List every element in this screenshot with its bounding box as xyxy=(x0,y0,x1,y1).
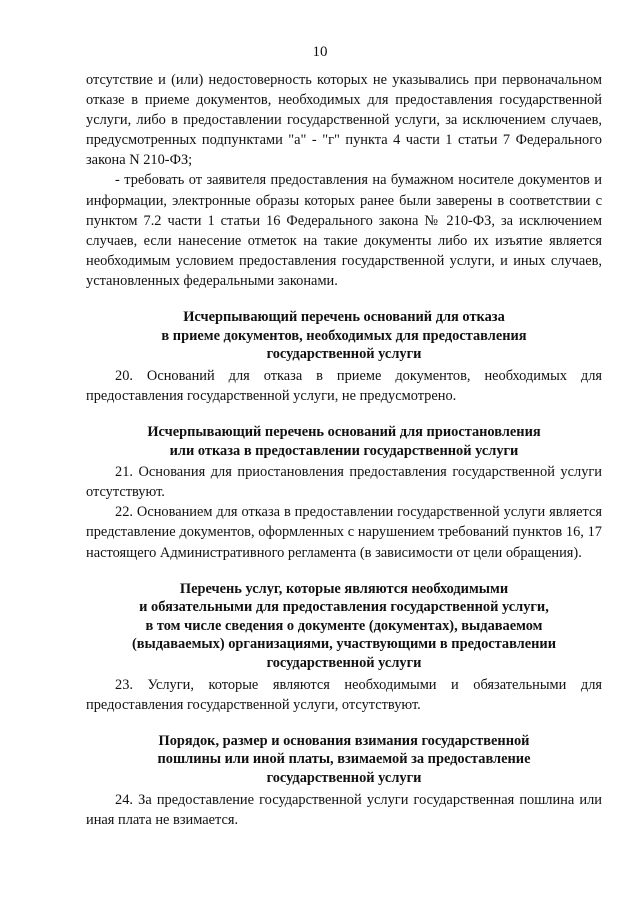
paragraph-21: 21. Основания для приостановления предоставления государственной услуги отсутствуют. xyxy=(86,464,602,501)
paragraph-22: 22. Основанием для отказа в предоставлении государственной услуги является представление документов, оформленных с нарушением требований пунктов 16, 17 настоящего Административного регламента (в зависимости от цели обращения). xyxy=(86,504,602,561)
spacer xyxy=(86,715,602,732)
continuation-paragraph: отсутствие и (или) недостоверность которых не указывались при первоначальном отказе в приеме документов, необходимых для предоставления государственной услуги, либо в предоставлении государственной услуги, за исключением случаев, предусмотренных подпунктами "а" - "г" пункта 4 части 1 статьи 7 Федерального закона N 210-ФЗ; xyxy=(86,72,602,169)
paragraph-24: 24. За предоставление государственной услуги государственная пошлина или иная плата не взимается. xyxy=(86,791,602,828)
spacer xyxy=(86,406,602,423)
paragraph-20: 20. Оснований для отказа в приеме документов, необходимых для предоставления государственной услуги, не предусмотрено. xyxy=(86,367,602,404)
bullet-paragraph: - требовать от заявителя предоставления на бумажном носителе документов и информации, электронные образы которых ранее были заверены в соответствии с пунктом 7.2 части 1 статьи 16 Федерального закона № 210-ФЗ, за исключением случаев, если нанесение отметок на такие документы либо их изъятие является необходимым условием предоставления государственной услуги, и иных случаев, установленных федеральными законами. xyxy=(86,172,602,289)
heading-line: Перечень услуг, которые являются необходимыми xyxy=(179,580,509,597)
heading-line: или отказа в предоставлении государственной услуги xyxy=(169,442,519,459)
heading-line: государственной услуги xyxy=(266,346,422,363)
heading-line: Исчерпывающий перечень оснований для отказа xyxy=(183,309,505,326)
heading-line: в приеме документов, необходимых для предоставления xyxy=(161,327,527,344)
section-heading-necessary-services xyxy=(86,580,602,673)
spacer xyxy=(86,563,602,580)
heading-line: пошлины или иной платы, взимаемой за предоставление xyxy=(157,751,531,768)
document-body xyxy=(86,70,602,830)
heading-line: государственной услуги xyxy=(266,770,422,786)
heading-line: Исчерпывающий перечень оснований для приостановления xyxy=(147,424,541,440)
heading-line: государственной услуги xyxy=(266,655,422,672)
section-heading-state-fee xyxy=(86,732,602,788)
heading-line: в том числе сведения о документе (документах), выдаваемом xyxy=(145,617,543,634)
page-number: 10 xyxy=(312,44,328,60)
heading-line: Порядок, размер и основания взимания государственной xyxy=(158,732,530,749)
section-heading-suspension xyxy=(86,423,602,460)
paragraph-23: 23. Услуги, которые являются необходимыми и обязательными для предоставления государственной услуги, отсутствуют. xyxy=(86,676,602,713)
heading-line: (выдаваемых) организациями, участвующими в предоставлении xyxy=(131,636,557,653)
heading-line: и обязательными для предоставления государственной услуги, xyxy=(139,599,549,616)
spacer xyxy=(86,291,602,308)
section-heading-refusal-acceptance xyxy=(86,308,602,364)
